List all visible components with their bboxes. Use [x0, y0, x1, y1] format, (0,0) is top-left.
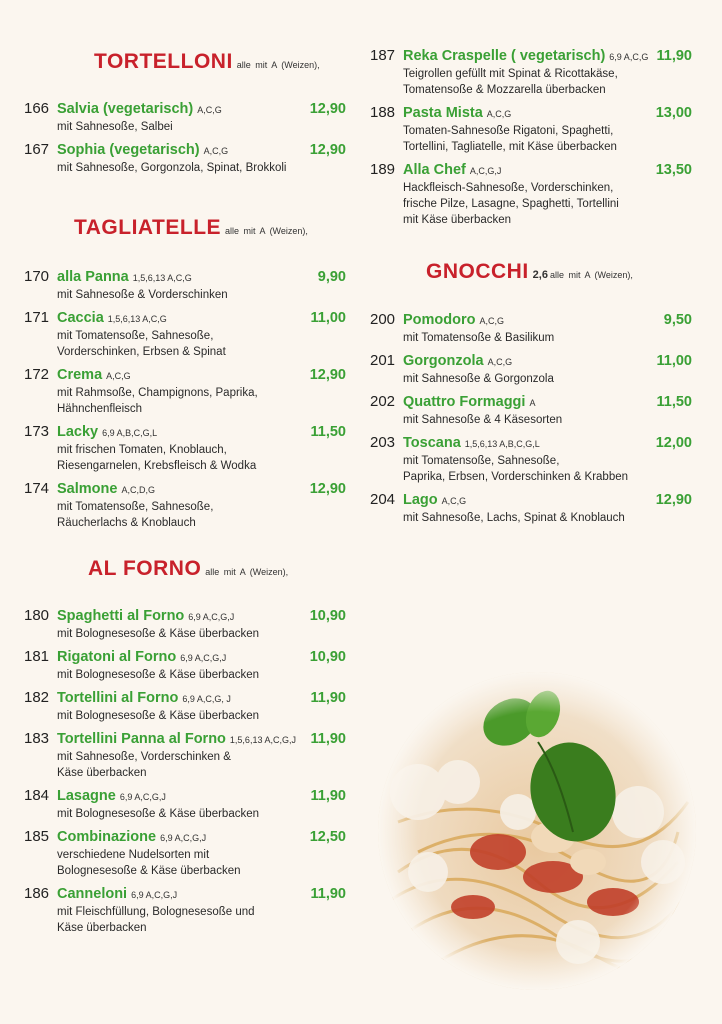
item-number: 180 — [24, 607, 50, 624]
item-description: Tomaten-Sahnesoße Rigatoni, Spaghetti, Tortellini, Tagliatelle, mit Käse überbacken — [403, 125, 617, 153]
menu-item-header — [24, 885, 346, 904]
item-number: 167 — [24, 141, 50, 158]
item-number: 184 — [24, 787, 50, 804]
item-name: Crema — [57, 367, 103, 383]
item-description: verschiedene Nudelsorten mit Bolognesesoße & Käse überbacken — [57, 849, 241, 877]
item-allergens: 1,5,6,13 A,B,C,G,L — [464, 439, 540, 449]
item-number: 187 — [370, 47, 396, 64]
item-allergens: A,C,G — [479, 316, 505, 326]
item-price: 9,50 — [663, 312, 692, 328]
item-description: Hackfleisch-Sahnesoße, Vorderschinken, frische Pilze, Lasagne, Spaghetti, Tortellini mit Käse überbacken — [403, 182, 619, 226]
item-number: 174 — [24, 480, 50, 497]
menu-item-header — [370, 352, 692, 371]
item-number: 185 — [24, 828, 50, 845]
item-allergens: A — [529, 398, 536, 408]
item-description: mit Fleischfüllung, Bolognesesoße und Käse überbacken — [57, 906, 255, 934]
menu-item — [370, 161, 692, 228]
section-subtitle-text: alle mit A (Weizen), — [549, 270, 633, 280]
item-name: Gorgonzola — [403, 353, 484, 369]
section-header-gnocchi — [426, 260, 633, 284]
item-price: 12,50 — [309, 829, 346, 845]
item-allergens: 6,9 A,C,G,J — [188, 612, 235, 622]
item-allergens: 6,9 A,C,G,J — [160, 833, 207, 843]
item-description: mit Bolognesesoße & Käse überbacken — [57, 710, 260, 722]
menu-item-header — [24, 268, 346, 287]
item-description: mit Sahnesoße, Lachs, Spinat & Knoblauch — [403, 512, 625, 524]
item-price: 11,50 — [310, 424, 346, 440]
item-name: Combinazione — [57, 829, 157, 845]
item-name: Lasagne — [57, 788, 116, 804]
item-description: mit Tomatensoße, Sahnesoße, Paprika, Erbsen, Vorderschinken & Krabben — [403, 455, 629, 483]
menu-item — [24, 828, 346, 879]
item-description: mit Bolognesesoße & Käse überbacken — [57, 628, 260, 640]
item-name: Tortellini al Forno — [57, 690, 179, 706]
item-name: Tortellini Panna al Forno — [57, 731, 226, 747]
item-number: 181 — [24, 648, 50, 665]
item-allergens: A,C,G,J — [469, 166, 502, 176]
item-description: mit Sahnesoße & Vorderschinken — [57, 289, 228, 301]
item-allergens: 1,5,6,13 A,C,G — [132, 273, 192, 283]
item-name: Toscana — [403, 435, 461, 451]
item-allergens: A,C,G — [487, 357, 513, 367]
item-price: 10,90 — [309, 608, 346, 624]
menu-item-header — [370, 393, 692, 412]
item-name: Pomodoro — [403, 312, 476, 328]
item-allergens: A,C,G — [197, 105, 222, 115]
item-allergens: A,C,G — [106, 371, 131, 381]
item-name: Reka Craspelle ( vegetarisch) — [403, 48, 606, 64]
item-price: 11,90 — [310, 788, 346, 804]
menu-list-tagliatelle — [24, 268, 346, 537]
item-name: Sophia (vegetarisch) — [57, 142, 200, 158]
item-number: 171 — [24, 309, 50, 326]
section-title: TAGLIATELLE — [74, 216, 222, 239]
menu-item — [370, 104, 692, 155]
item-price: 11,90 — [656, 48, 692, 64]
pasta-dish-photo — [378, 672, 696, 990]
item-number: 201 — [370, 352, 396, 369]
item-number: 173 — [24, 423, 50, 440]
item-number: 189 — [370, 161, 396, 178]
menu-item-header — [370, 491, 692, 510]
item-name: Spaghetti al Forno — [57, 608, 185, 624]
item-allergens: A,C,G — [203, 146, 229, 156]
item-name: Alla Chef — [403, 162, 466, 178]
menu-item — [24, 885, 346, 936]
item-number: 172 — [24, 366, 50, 383]
menu-item — [24, 648, 346, 683]
item-name: Salvia (vegetarisch) — [57, 101, 194, 117]
menu-item-header — [370, 161, 692, 180]
item-price: 12,90 — [309, 367, 346, 383]
item-allergens: 6,9 A,C,G,J — [180, 653, 227, 663]
menu-item-header — [24, 787, 346, 806]
menu-item-header — [370, 47, 692, 66]
item-name: Quattro Formaggi — [403, 394, 526, 410]
item-description: mit Rahmsoße, Champignons, Paprika, Hähnchenfleisch — [57, 387, 258, 415]
section-header-tagliatelle — [74, 216, 308, 240]
item-description: mit Tomatensoße, Sahnesoße, Räucherlachs & Knoblauch — [57, 501, 214, 529]
item-allergens: 6,9 A,C,G — [609, 52, 649, 62]
item-price: 11,00 — [656, 353, 692, 369]
item-price: 11,50 — [656, 394, 692, 410]
menu-item-header — [24, 141, 346, 160]
menu-item — [24, 309, 346, 360]
section-subtitle-numbers: 2,6 — [532, 269, 548, 281]
menu-item-header — [24, 366, 346, 385]
menu-item — [370, 434, 692, 485]
item-price: 11,00 — [310, 310, 346, 326]
menu-item-header — [370, 104, 692, 123]
item-price: 11,90 — [310, 731, 346, 747]
section-subtitle: alle mit A (Weizen), — [205, 567, 289, 577]
item-price: 10,90 — [309, 649, 346, 665]
item-allergens: 6,9 A,C,G,J — [119, 792, 166, 802]
menu-item-header — [24, 100, 346, 119]
item-description: mit Tomatensoße & Basilikum — [403, 332, 555, 344]
menu-item-header — [24, 309, 346, 328]
item-number: 188 — [370, 104, 396, 121]
item-name: Pasta Mista — [403, 105, 483, 121]
item-price: 12,90 — [655, 492, 692, 508]
item-number: 170 — [24, 268, 50, 285]
section-title: GNOCCHI — [426, 260, 529, 283]
menu-item — [24, 100, 346, 135]
menu-list-alforno — [24, 607, 346, 942]
item-price: 12,90 — [309, 142, 346, 158]
menu-item — [24, 787, 346, 822]
section-header-tortelloni — [94, 50, 320, 74]
menu-item — [24, 268, 346, 303]
item-description: mit frischen Tomaten, Knoblauch, Riesengarnelen, Krebsfleisch & Wodka — [57, 444, 257, 472]
menu-item-header — [24, 828, 346, 847]
menu-item — [24, 480, 346, 531]
item-number: 186 — [24, 885, 50, 902]
item-description: mit Tomatensoße, Sahnesoße, Vorderschinken, Erbsen & Spinat — [57, 330, 226, 358]
menu-item-header — [24, 607, 346, 626]
menu-item-header — [370, 311, 692, 330]
item-number: 183 — [24, 730, 50, 747]
menu-list-crespelle — [370, 47, 692, 234]
item-description: mit Bolognesesoße & Käse überbacken — [57, 669, 260, 681]
pasta-illustration — [378, 672, 696, 990]
menu-item — [370, 491, 692, 526]
item-name: Canneloni — [57, 886, 128, 902]
menu-item — [24, 730, 346, 781]
item-name: Rigatoni al Forno — [57, 649, 177, 665]
item-allergens: 6,9 A,C,G,J — [131, 890, 178, 900]
item-number: 203 — [370, 434, 396, 451]
item-price: 12,00 — [655, 435, 692, 451]
menu-item-header — [24, 648, 346, 667]
item-allergens: A,C,G — [441, 496, 467, 506]
menu-item — [370, 47, 692, 98]
menu-item — [24, 607, 346, 642]
item-name: alla Panna — [57, 269, 129, 285]
item-price: 12,90 — [309, 481, 346, 497]
item-description: Teigrollen gefüllt mit Spinat & Ricottakäse, Tomatensoße & Mozzarella überbacken — [403, 68, 618, 96]
item-number: 204 — [370, 491, 396, 508]
menu-item — [370, 311, 692, 346]
section-subtitle: alle mit A (Weizen), — [236, 60, 320, 70]
menu-item — [24, 423, 346, 474]
menu-item-header — [24, 689, 346, 708]
menu-item-header — [24, 730, 346, 749]
item-price: 12,90 — [309, 101, 346, 117]
item-price: 13,00 — [655, 105, 692, 121]
item-description: mit Sahnesoße, Salbei — [57, 121, 173, 133]
item-number: 200 — [370, 311, 396, 328]
section-subtitle: alle mit A (Weizen), — [225, 226, 308, 236]
item-name: Lago — [403, 492, 438, 508]
menu-item-header — [24, 423, 346, 442]
menu-list-tortelloni — [24, 100, 346, 182]
item-description: mit Sahnesoße, Vorderschinken & Käse überbacken — [57, 751, 231, 779]
item-price: 9,90 — [317, 269, 346, 285]
item-allergens: A,C,D,G — [121, 485, 155, 495]
item-description: mit Sahnesoße, Gorgonzola, Spinat, Brokkoli — [57, 162, 287, 174]
item-price: 11,90 — [310, 690, 346, 706]
menu-item — [24, 366, 346, 417]
item-allergens: 1,5,6,13 A,C,G — [107, 314, 167, 324]
menu-item — [24, 689, 346, 724]
section-subtitle — [533, 269, 633, 281]
item-price: 13,50 — [655, 162, 692, 178]
item-description: mit Bolognesesoße & Käse überbacken — [57, 808, 260, 820]
menu-item-header — [24, 480, 346, 499]
item-number: 182 — [24, 689, 50, 706]
item-description: mit Sahnesoße & Gorgonzola — [403, 373, 554, 385]
menu-item-header — [370, 434, 692, 453]
item-name: Caccia — [57, 310, 104, 326]
item-name: Lacky — [57, 424, 99, 440]
item-description: mit Sahnesoße & 4 Käsesorten — [403, 414, 563, 426]
section-title: AL FORNO — [88, 557, 202, 580]
menu-list-gnocchi — [370, 311, 692, 532]
section-header-alforno — [88, 557, 288, 581]
item-number: 202 — [370, 393, 396, 410]
item-name: Salmone — [57, 481, 118, 497]
item-price: 11,90 — [310, 886, 346, 902]
menu-item — [24, 141, 346, 176]
item-allergens: A,C,G — [486, 109, 512, 119]
item-number: 166 — [24, 100, 50, 117]
item-allergens: 6,9 A,C,G, J — [182, 694, 231, 704]
menu-item — [370, 352, 692, 387]
item-allergens: 6,9 A,B,C,G,L — [102, 428, 158, 438]
item-allergens: 1,5,6,13 A,C,G,J — [229, 735, 296, 745]
section-title: TORTELLONI — [94, 50, 233, 73]
menu-item — [370, 393, 692, 428]
